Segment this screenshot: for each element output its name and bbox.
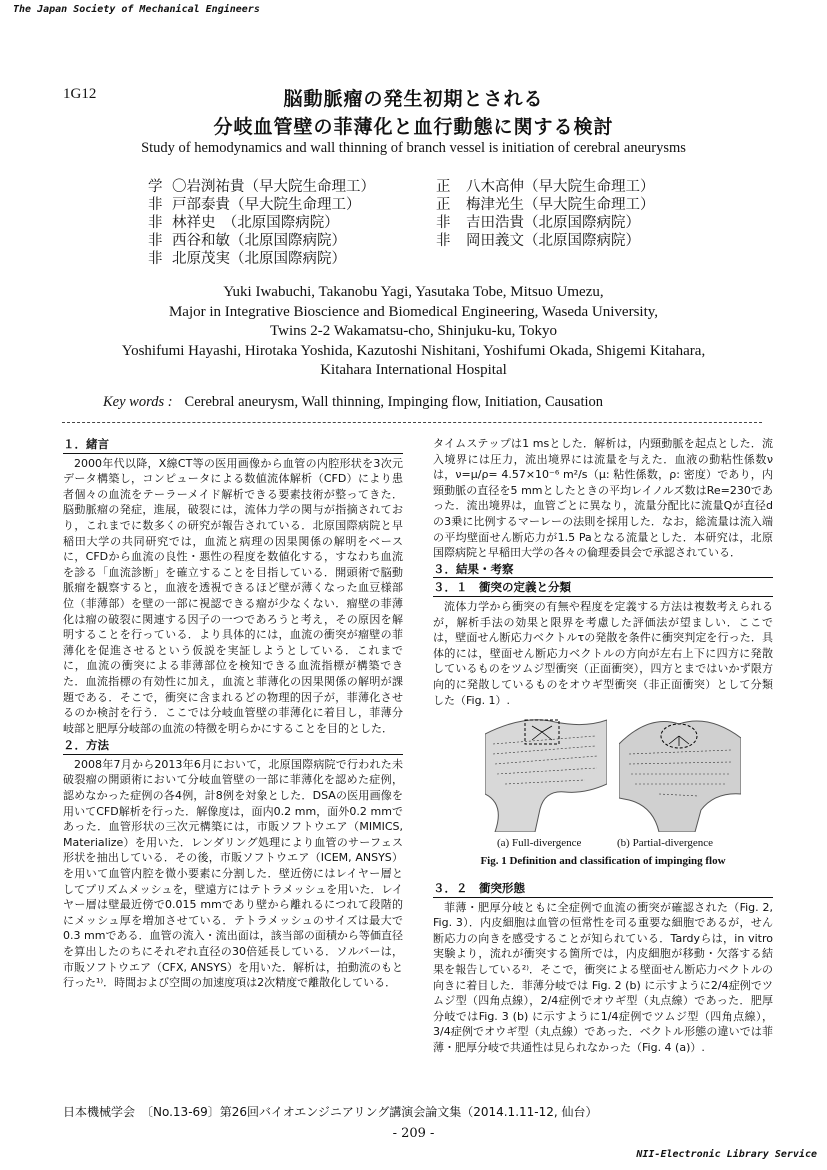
- section-3-2-heading: ３．２ 衝突形態: [433, 881, 773, 898]
- partial-divergence-image: [619, 714, 741, 832]
- author-member-type: 非: [148, 251, 163, 267]
- figure-caption-b: (b) Partial-divergence: [617, 837, 714, 850]
- author-name: 八木高伸（早大院生命理工）: [466, 179, 655, 195]
- author-member-type: 非: [436, 215, 451, 231]
- author-member-type: 非: [148, 197, 163, 213]
- right-column: [433, 436, 773, 1056]
- figure-title: [433, 854, 773, 870]
- society-header: The Japan Society of Mechanical Engineers: [13, 4, 260, 15]
- affiliation-en: [0, 283, 827, 381]
- author-member-type: 非: [436, 233, 451, 249]
- author-member-type: 学: [148, 179, 163, 195]
- proceedings-footer: 日本機械学会 〔No.13-69〕第26回バイオエンジニアリング講演会論文集（2014.1.11-12, 仙台）: [63, 1105, 598, 1119]
- affiliation-line: Yuki Iwabuchi, Takanobu Yagi, Yasutaka Tobe, Mitsuo Umezu,: [223, 284, 604, 300]
- separator-line: [62, 422, 762, 423]
- section-3-1-heading: ３．１ 衝突の定義と分類: [433, 580, 773, 597]
- keywords-text: Cerebral aneurysm, Wall thinning, Impinging flow, Initiation, Causation: [184, 394, 604, 410]
- section-3-2-text: 菲薄・肥厚分岐ともに全症例で血流の衝突が確認された（Fig. 2, Fig. 3）．内皮細胞は血管の恒常性を司る重要な細胞であるが，せん断応力の向きを感受することが知られている．Tardyらは，in vitro実験より，流れが衝突する箇所では，内皮細胞が移動・欠落する結果を報告している²⁾．そこで，衝突による壁面せん断応力ベクトルの向きに着目した．菲薄分岐では Fig. 2 (b) に示すように2/4症例でツムジ型（四角点線），2/4症例でオウギ型（丸点線）であった．肥厚分岐ではFig. 3 (b) に示すように1/4症例でツムジ型（四角点線），3/4症例でオウギ型（丸点線）であった．ベクトル形態の違いでは菲薄・肥厚分岐で共通性は見られなかった（Fig. 4 (a)）.: [433, 900, 773, 1055]
- author-name: 戸部泰貴（早大院生命理工）: [172, 197, 361, 213]
- author-member-type: 正: [436, 197, 451, 213]
- author-name: 〇岩渕祐貴（早大院生命理工）: [172, 179, 375, 195]
- figure-1: [433, 714, 773, 879]
- section-1-heading: １．緒言: [63, 437, 403, 454]
- section-2-continued-text: タイムステップは1 msとした．解析は，内頸動脈を起点とした．流入境界には圧力，流出境界には流量を与えた．血液の動粘性係数νは，ν=μ/ρ= 4.57×10⁻⁶ m²/s（μ: 粘性係数，ρ: 密度）であり，内頸動脈の直径を5 mmとしたときの平均レイノルズ数はRe=230であった．流出境界は，血管ごとに異なり，流量分配比に流量Qが直径dの3乗に比例するマーレーの法則を採用した．なお，総流量は流入端の平均壁面せん断応力が1.5 Paとなる流量とした．本研究は，北原国際病院と早稲田大学の各々の倫理委員会で承認されている．: [433, 437, 773, 560]
- author-member-type: 非: [148, 233, 163, 249]
- affiliation-line: Yoshifumi Hayashi, Hirotaka Yoshida, Kazutoshi Nishitani, Yoshifumi Okada, Shigemi Kitahara,: [121, 342, 706, 359]
- page-number: - 209 -: [392, 1126, 435, 1141]
- section-1-text: 2000年代以降，X線CT等の医用画像から血管の内腔形状を3次元データ構築し，コンピュータによる数値流体解析（CFD）により患者個々の血流をテーラーメイド解析できる要素技術が整ってきた．脳動脈瘤の発症，進展，破裂には，流体力学の関与が指摘されており，これまでに数多くの研究が報告されている．北原国際病院と早稲田大学の共同研究では，血流と病理の因果関係の解明をベースに，CFDから血流の良性・悪性の程度を数値化する，すなわち血流を診る「血流診断」を確立することを目指している．開頭術で脳動脈瘤を観察すると，血液を透視できるほど壁が薄くなった血豆様部位（菲薄部）を壁の一部に視認できる瘤が少なくない．瘤壁の菲薄化は瘤の破裂に関連する因子の一つであろうと考え，その原因を解明することを行っている．より具体的には，血流の衝突が瘤壁の菲薄化を促進させるという仮説を実証しようとしている．これまでに，血流の衝突による菲薄部位を検知できる血流指標が構築できた．血流指標の有効性に加え，血流と菲薄化の因果関係の解明が課題である．そこで，衝突に含まれるどの物理的因子が，菲薄化させるのか検討を行う．ここでは分岐血管壁の菲薄化に着目し，菲薄分岐部と肥厚分岐部の血流の特徴を明らかにすることを目的とした．: [63, 456, 403, 735]
- affiliation-line: Major in Integrative Bioscience and Biomedical Engineering, Waseda University,: [168, 303, 659, 320]
- left-column: [63, 436, 403, 991]
- author-member-type: 正: [436, 179, 451, 195]
- paper-id: 1G12: [63, 86, 97, 102]
- author-name: 吉田浩貴（北原国際病院）: [466, 215, 640, 231]
- full-divergence-image: [485, 714, 607, 832]
- section-3-heading: ３．結果・考察: [433, 562, 773, 579]
- author-name: 西谷和敏（北原国際病院）: [172, 233, 346, 249]
- section-2-text: 2008年7月から2013年6月において，北原国際病院で行われた未破裂瘤の開頭術において分岐血管壁の一部に菲薄化を認めた症例，認めなかった症例の各4例，計8例を対象とした．DSAの医用画像を用いてCFD解析を行った．解像度は，面内0.2 mm，面外0.2 mmであった．血管形状の三次元構築には，市販ソフトウエア（MIMICS, Materialize）を用いた．レンダリング処理により血管のサーフェス形状を抽出している．その後，市販ソフトウエア（ICEM, ANSYS）を用いて血管内腔を微小要素に分割した．壁近傍にはレイヤー層としてプリズムメッシュを，壁遠方にはテトラメッシュを用いた．レイヤー層は壁最近傍で0.015 mmであり壁から離れるにつれて段階的にメッシュ厚を増加させている．テトラメッシュのサイズは最大で0.3 mmである．血管の流入・流出面は，該当部の面積から等価直径を算出したのちにそれぞれ直径の30倍延長している．ソルバーは，市販ソフトウエア（CFX, ANSYS）を用いた．解析は，拍動流のもと行った¹⁾．時間および空間の加速度項は2次精度で離散化している．: [63, 757, 403, 990]
- title-jp-line2: 分岐血管壁の菲薄化と血行動態に関する検討: [213, 116, 614, 138]
- author-name: 北原茂実（北原国際病院）: [172, 251, 346, 267]
- author-member-type: 非: [148, 215, 163, 231]
- nii-footer: NII-Electronic Library Service: [636, 1149, 817, 1160]
- figure-caption-a: (a) Full-divergence: [497, 837, 582, 850]
- section-2-heading: ２．方法: [63, 738, 403, 755]
- author-name: 林祥史 （北原国際病院）: [172, 215, 339, 231]
- keywords-label: Key words :: [103, 394, 173, 410]
- section-3-1-text: 流体力学から衝突の有無や程度を定義する方法は複数考えられるが，解析手法の効果と限界を考慮した評価法が望ましい．ここでは，壁面せん断応力ベクトルτの発散を条件に衝突判定を行った．具体的には，壁面せん断応力ベクトルの方向が左右上下に四方に発散しているものをツムジ型衝突（正面衝突），四方とまではいかず限方向的に発散しているものをオウギ型衝突（非正面衝突）として分類した（Fig. 1）.: [433, 599, 773, 707]
- keywords: [103, 394, 603, 411]
- affiliation-line: Kitahara International Hospital: [320, 362, 507, 379]
- title-en: Study of hemodynamics and wall thinning of branch vessel is initiation of cerebral aneurysms: [141, 140, 686, 156]
- title-jp-line1: 脳動脈瘤の発生初期とされる: [283, 88, 544, 110]
- author-name: 梅津光生（早大院生命理工）: [466, 197, 655, 213]
- author-name: 岡田義文（北原国際病院）: [466, 233, 640, 249]
- figure-title-text: Fig. 1 Definition and classification of impinging flow: [480, 855, 726, 868]
- affiliation-line: Twins 2-2 Wakamatsu-cho, Shinjuku-ku, Tokyo: [270, 323, 557, 340]
